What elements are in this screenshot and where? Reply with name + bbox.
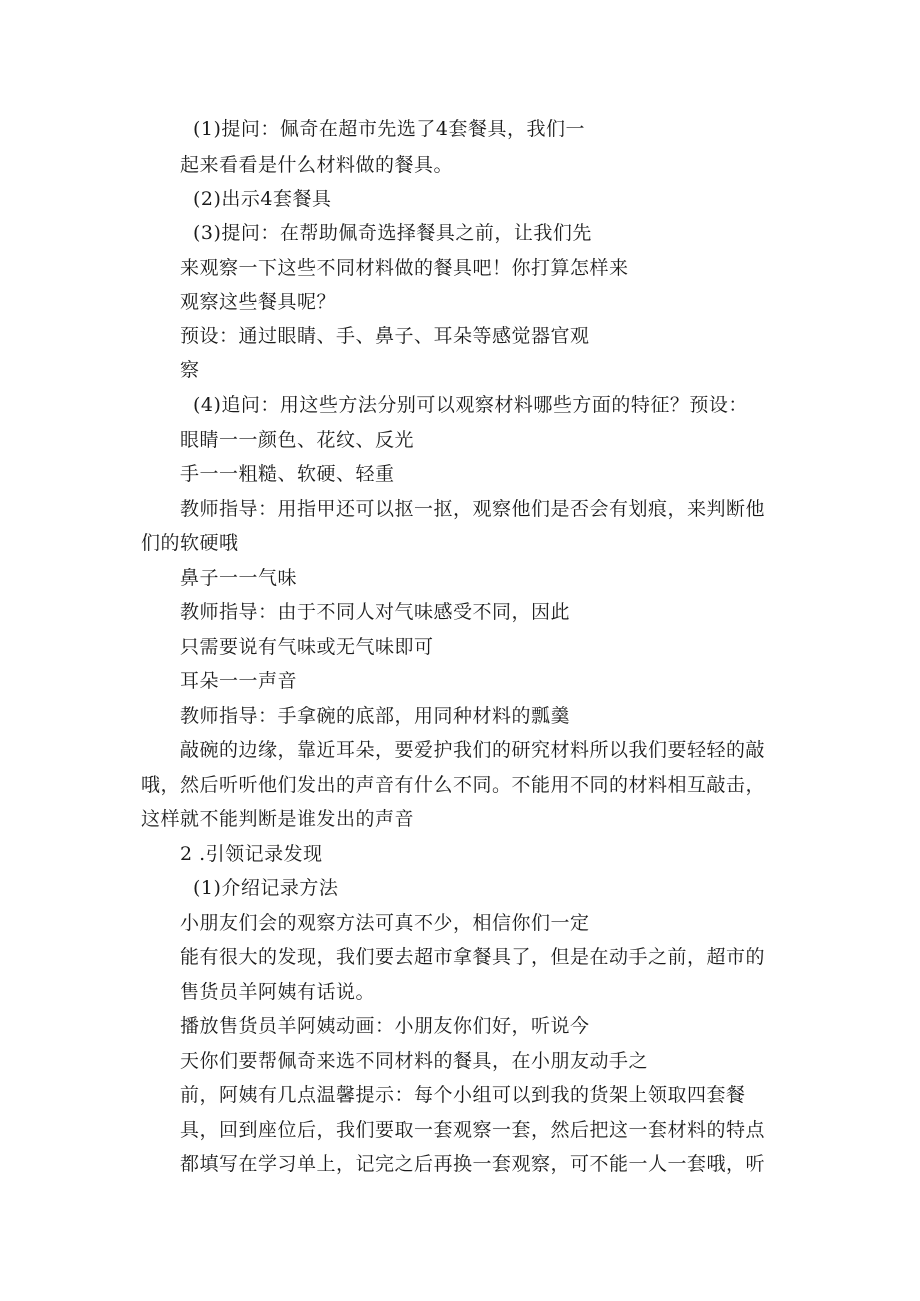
text-line: 能有很大的发现，我们要去超市拿餐具了，但是在动手之前，超市的 [180,946,766,968]
text-line: 教师指导：手拿碗的底部，用同种材料的瓢羹 [180,705,571,727]
text-line: 教师指导：由于不同人对气味感受不同，因此 [180,601,571,623]
text-line: (2)出示4套餐具 [193,188,332,210]
text-line: 来观察一下这些不同材料做的餐具吧！你打算怎样来 [180,257,629,279]
text-line: 具，回到座位后，我们要取一套观察一套，然后把这一套材料的特点 [180,1119,766,1141]
text-line: 播放售货员羊阿姨动画：小朋友你们好，听说今 [180,1015,590,1037]
text-line: 都填写在学习单上，记完之后再换一套观察，可不能一人一套哦，听 [180,1153,766,1175]
text-line: 只需要说有气味或无气味即可 [180,636,434,658]
text-line: 小朋友们会的观察方法可真不少，相信你们一定 [180,912,590,934]
text-line: 耳朵一一声音 [180,670,298,692]
text-line: 教师指导：用指甲还可以抠一抠，观察他们是否会有划痕，来判断他 [180,498,766,520]
text-line: (4)追问：用这些方法分别可以观察材料哪些方面的特征？预设： [193,394,748,416]
text-line: 观察这些餐具呢？ [180,291,337,313]
text-line: (1)提问：佩奇在超市先选了4套餐具，我们一 [193,118,586,140]
text-line: (1)介绍记录方法 [193,877,339,899]
text-line: 们的软硬哦 [141,532,239,554]
text-line: 察 [180,359,200,381]
text-line: 预设：通过眼睛、手、鼻子、耳朵等感觉器官观 [180,325,590,347]
text-line: 前，阿姨有几点温馨提示：每个小组可以到我的货架上领取四套餐 [180,1084,746,1106]
section-heading: 2 .引领记录发现 [180,843,323,865]
text-line: 手一一粗糙、软硬、轻重 [180,463,395,485]
text-line: 眼睛一一颜色、花纹、反光 [180,429,415,451]
text-line: 鼻子一一气味 [180,567,298,589]
text-line: 售货员羊阿姨有话说。 [180,981,376,1003]
text-line: (3)提问：在帮助佩奇选择餐具之前，让我们先 [193,222,592,244]
text-line: 哦，然后听听他们发出的声音有什么不同。不能用不同的材料相互敲击， [141,774,766,796]
text-line: 天你们要帮佩奇来选不同材料的餐具，在小朋友动手之 [180,1050,649,1072]
text-line: 敲碗的边缘，靠近耳朵，要爱护我们的研究材料所以我们要轻轻的敲 [180,739,766,761]
text-line: 起来看看是什么材料做的餐具。 [180,154,454,176]
text-line: 这样就不能判断是谁发出的声音 [141,808,415,830]
